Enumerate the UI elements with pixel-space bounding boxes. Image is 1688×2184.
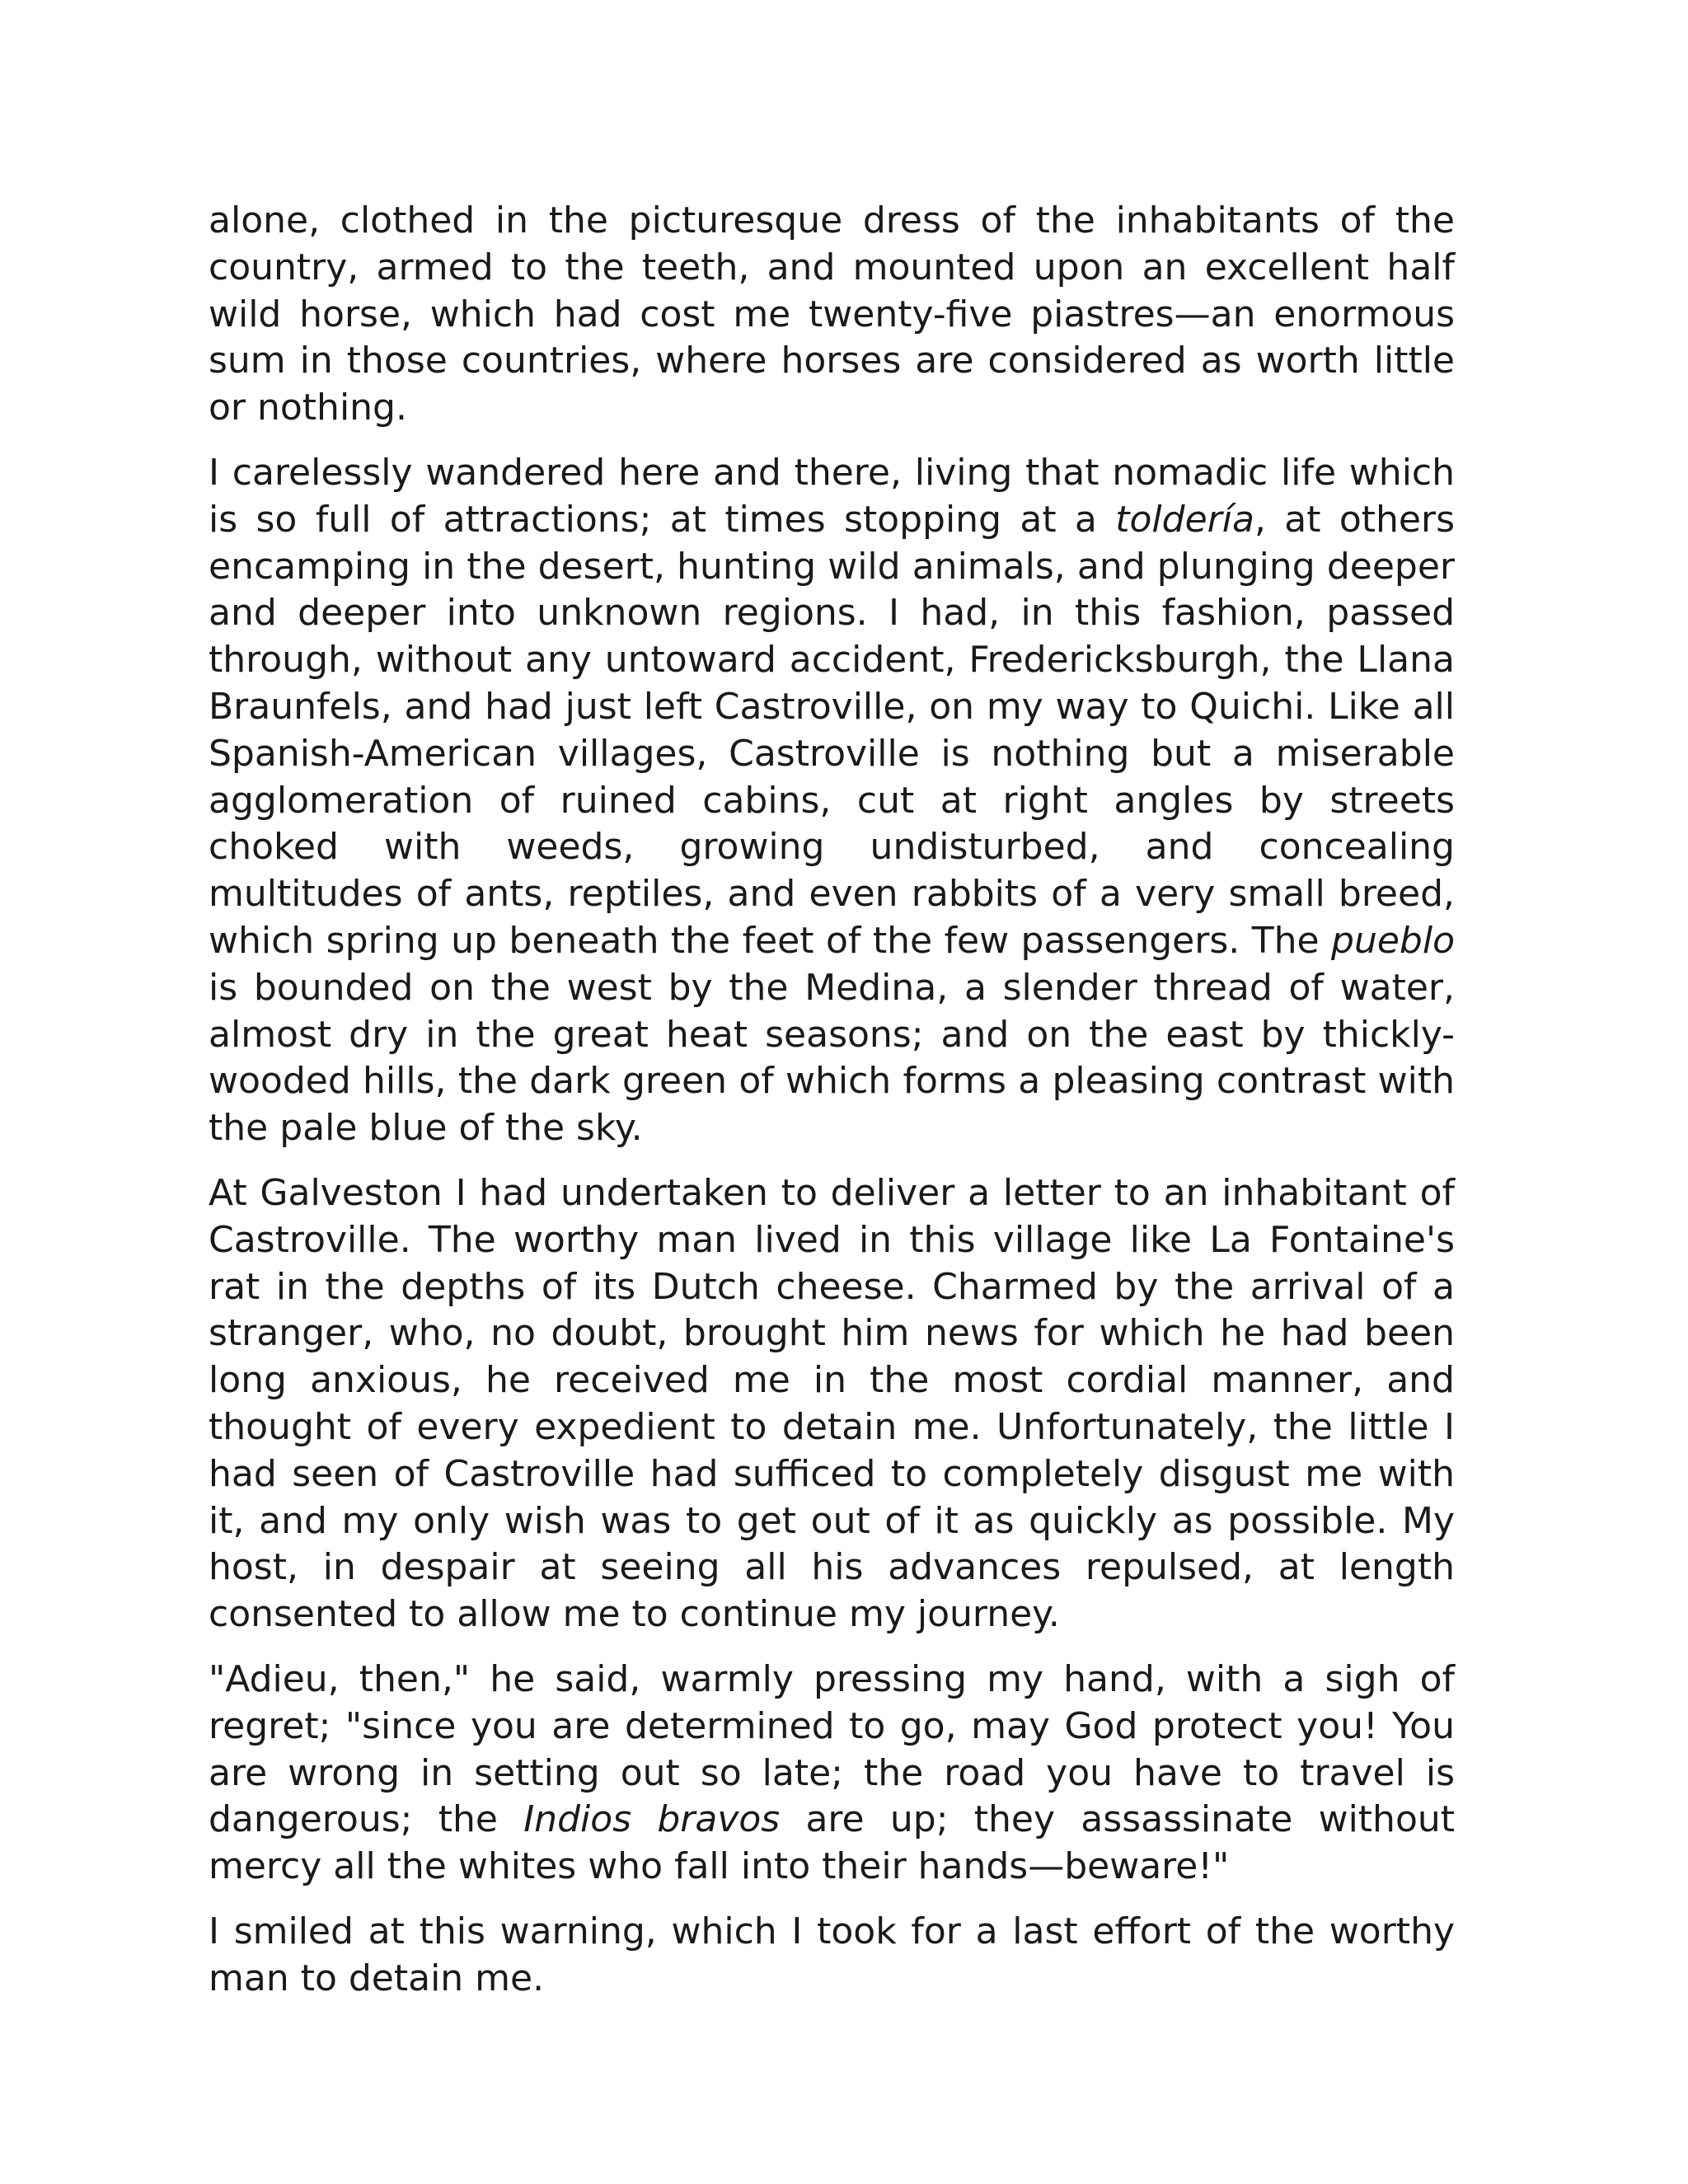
paragraph-4-text-b: are up; they assassinate without mercy all the whites who fall into their hands—beware!" — [209, 1798, 1456, 1888]
page-body — [209, 198, 1455, 2020]
paragraph-2-text-c: is bounded on the west by the Medina, a slender thread of water, almost dry in the great heat seasons; and on the east by thickly-wooded hills, the dark green of which forms a pleasing contrast with the pale blue of the sky. — [209, 966, 1455, 1150]
paragraph-5-text: I smiled at this warning, which I took for a last effort of the worthy man to detain me. — [209, 1910, 1455, 1999]
paragraph-2-text-b: , at others encamping in the desert, hunting wild animals, and plunging deeper and deeper into unknown regions. I had, in this fashion, passed through, without any untoward accident, Fredericksburgh, the Llana Braunfels, and had just left Castroville, on my way to Quichi. Like all Spanish-American villages, Castroville is nothing but a miserable agglomeration of ruined cabins, cut at right angles by streets choked with weeds, growing undisturbed, and concealing multitudes of ants, reptiles, and even rabbits of a very small breed, which spring up beneath the feet of the few passengers. The — [209, 498, 1455, 962]
paragraph-2-text-a: I carelessly wandered here and there, living that nomadic life which is so full of attractions; at times stopping at a — [209, 451, 1455, 541]
paragraph-1-text: alone, clothed in the picturesque dress of the inhabitants of the country, armed to the teeth, and mounted upon an excellent half wild horse, which had cost me twenty-five piastres—an enormous sum in those countries, where horses are considered as worth little or nothing. — [209, 199, 1455, 429]
italic-term-indios-bravos: Indios bravos — [523, 1798, 781, 1841]
paragraph-4 — [209, 1657, 1455, 1891]
paragraph-5 — [209, 1909, 1455, 2003]
paragraph-1 — [209, 198, 1455, 432]
italic-term-tolderia: toldería — [1115, 498, 1254, 541]
paragraph-4-text-a: "Adieu, then," he said, warmly pressing my hand, with a sigh of regret; "since you are determined to go, may God protect you! You are wrong in setting out so late; the road you have to travel is dangerous; the — [209, 1657, 1455, 1841]
paragraph-2 — [209, 450, 1455, 1152]
paragraph-3-text: At Galveston I had undertaken to deliver a letter to an inhabitant of Castroville. The worthy man lived in this village like La Fontaine's rat in the depths of its Dutch cheese. Charmed by the arrival of a stranger, who, no doubt, brought him news for which he had been long anxious, he received me in the most cordial manner, and thought of every expedient to detain me. Unfortunately, the little I had seen of Castroville had sufficed to completely disgust me with it, and my only wish was to get out of it as quickly as possible. My host, in despair at seeing all his advances repulsed, at length consented to allow me to continue my journey. — [209, 1171, 1455, 1636]
italic-term-pueblo: pueblo — [1331, 919, 1455, 962]
paragraph-3 — [209, 1170, 1455, 1638]
